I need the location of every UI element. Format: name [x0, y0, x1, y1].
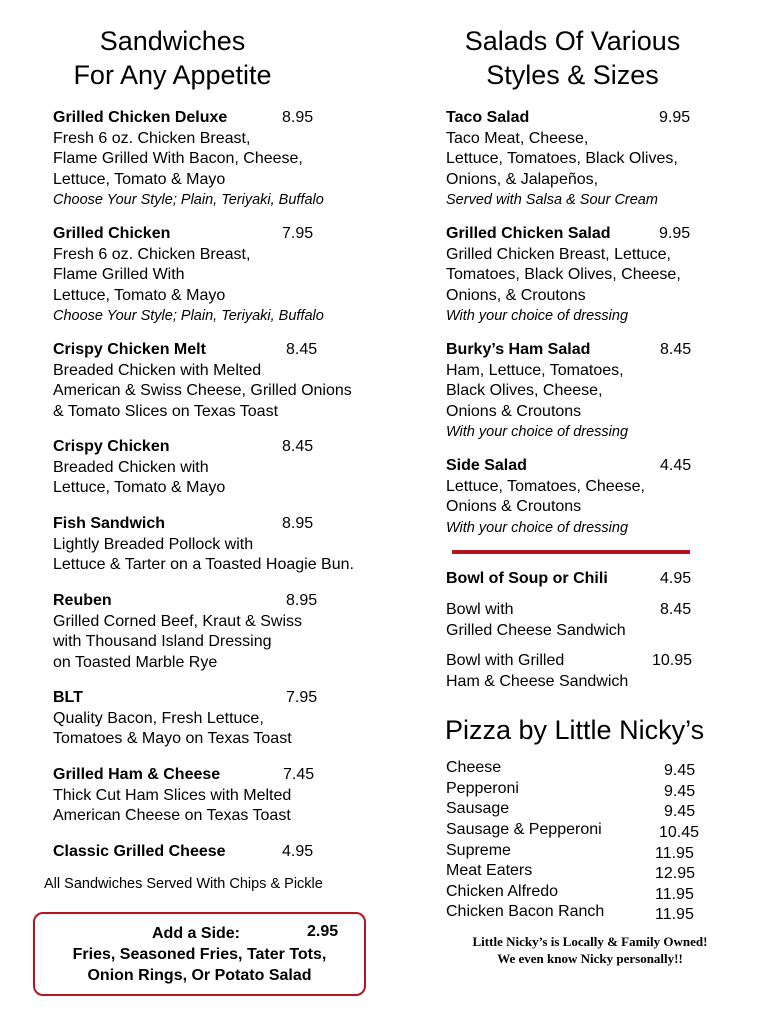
pizza-item: Supreme: [446, 842, 511, 859]
pizza-price: 9.45: [664, 783, 696, 800]
item-note: With your choice of dressing: [446, 308, 629, 324]
menu-item: [446, 600, 626, 641]
item-desc: Black Olives, Cheese,: [446, 382, 603, 399]
menu-item: [53, 688, 292, 750]
item-price: 9.95: [659, 225, 691, 242]
item-price: 9.95: [659, 109, 691, 126]
item-desc: Tomatoes, Black Olives, Cheese,: [446, 266, 681, 283]
item-price: 10.95: [652, 652, 693, 669]
item-price: 8.45: [660, 341, 692, 358]
item-desc: Taco Meat, Cheese,: [446, 129, 589, 147]
item-price: 7.95: [282, 225, 314, 242]
item-price: 8.95: [282, 109, 314, 126]
item-desc: Onions, & Croutons: [446, 286, 586, 304]
item-price: 7.95: [286, 689, 318, 706]
item-desc: Grilled Corned Beef, Kraut & Swiss: [53, 612, 302, 630]
item-desc: Ham & Cheese Sandwich: [446, 672, 629, 690]
pizza-price: 10.45: [659, 824, 700, 841]
item-name: Grilled Chicken: [53, 225, 171, 242]
item-price: 8.45: [286, 341, 318, 358]
item-desc: Lightly Breaded Pollock with: [53, 535, 254, 553]
pizza-item: Chicken Alfredo: [446, 883, 559, 900]
pizza-item: Pepperoni: [446, 780, 519, 797]
salads-title-line2: Styles & Sizes: [486, 60, 659, 90]
pizza-item: Chicken Bacon Ranch: [446, 903, 605, 920]
item-name: Crispy Chicken: [53, 438, 170, 455]
menu-item: [446, 456, 645, 538]
sandwiches-footer: All Sandwiches Served With Chips & Pickle: [44, 876, 323, 892]
item-name: Fish Sandwich: [53, 515, 166, 532]
menu-item: [53, 437, 225, 499]
item-desc: Lettuce & Tarter on a Toasted Hoagie Bun.: [53, 556, 354, 573]
sandwiches-title-line2: For Any Appetite: [73, 60, 272, 90]
item-price: 8.95: [286, 592, 318, 609]
item-price: 8.95: [282, 515, 314, 532]
item-note: With your choice of dressing: [446, 519, 629, 536]
item-desc: Grilled Chicken Breast, Lettuce,: [446, 245, 671, 263]
section-divider: [452, 550, 690, 554]
item-desc: Ham, Lettuce, Tomatoes,: [446, 361, 624, 379]
menu-item: [53, 765, 291, 827]
salads-title: [440, 24, 705, 92]
item-name: Reuben: [53, 592, 112, 609]
menu-item: [53, 591, 302, 673]
item-note: Choose Your Style; Plain, Teriyaki, Buffalo: [53, 308, 324, 324]
item-desc: Fresh 6 oz. Chicken Breast,: [53, 129, 251, 147]
item-note: Served with Salsa & Sour Cream: [446, 192, 658, 208]
item-desc: Breaded Chicken with Melted: [53, 361, 262, 379]
side-options-line2: Onion Rings, Or Potato Salad: [87, 967, 312, 984]
item-desc: Lettuce, Tomato & Mayo: [53, 479, 226, 496]
item-name: Grilled Chicken Deluxe: [53, 109, 228, 126]
item-desc: Thick Cut Ham Slices with Melted: [53, 786, 292, 804]
pizza-item: Sausage: [446, 800, 510, 817]
item-desc: Bowl with: [446, 601, 514, 618]
menu-item: [446, 651, 628, 692]
item-desc: with Thousand Island Dressing: [53, 633, 272, 650]
pizza-item: Cheese: [446, 759, 502, 776]
add-side-box: [33, 912, 366, 996]
menu-item: [53, 842, 226, 863]
item-desc: Lettuce, Tomato & Mayo: [53, 170, 226, 188]
item-price: 4.95: [282, 843, 314, 860]
sandwiches-title: [40, 24, 305, 92]
pizza-item: Meat Eaters: [446, 862, 533, 879]
item-desc: & Tomato Slices on Texas Toast: [53, 402, 279, 420]
item-note: With your choice of dressing: [446, 424, 629, 440]
item-name: Bowl of Soup or Chili: [446, 570, 608, 587]
pizza-price: 12.95: [655, 865, 696, 882]
menu-item: [446, 224, 681, 327]
pizza-price: 11.95: [655, 845, 694, 862]
item-desc: Tomatoes & Mayo on Texas Toast: [53, 730, 292, 747]
menu-item: [446, 340, 628, 443]
side-price: 2.95: [307, 923, 339, 940]
pizza-price: 9.45: [664, 803, 696, 820]
item-name: Grilled Chicken Salad: [446, 225, 611, 242]
item-desc: Onions & Croutons: [446, 498, 582, 515]
side-label: Add a Side:: [152, 925, 241, 942]
item-desc: Flame Grilled With: [53, 266, 185, 283]
item-desc: Fresh 6 oz. Chicken Breast,: [53, 245, 251, 263]
pizza-price: 11.95: [655, 906, 694, 923]
pizza-note-line2: We even know Nicky personally!!: [497, 951, 683, 966]
pizza-item: Sausage & Pepperoni: [446, 821, 602, 838]
item-name: Taco Salad: [446, 109, 530, 126]
item-name: Burky’s Ham Salad: [446, 341, 591, 358]
item-desc: Grilled Cheese Sandwich: [446, 621, 626, 639]
item-desc: Flame Grilled With Bacon, Cheese,: [53, 150, 303, 167]
pizza-note-line1: Little Nicky’s is Locally & Family Owned!: [472, 934, 708, 949]
item-desc: on Toasted Marble Rye: [53, 653, 218, 671]
item-desc: Breaded Chicken with: [53, 458, 209, 476]
item-name: Grilled Ham & Cheese: [53, 766, 221, 783]
item-desc: American Cheese on Texas Toast: [53, 807, 291, 824]
item-price: 4.45: [660, 457, 692, 474]
item-desc: Lettuce, Tomatoes, Cheese,: [446, 477, 645, 495]
salads-title-line1: Salads Of Various: [464, 26, 681, 56]
item-desc: Onions & Croutons: [446, 402, 582, 420]
menu-item: [446, 108, 678, 211]
pizza-title: Pizza by Little Nicky’s: [445, 715, 705, 745]
sandwiches-title-line1: Sandwiches: [99, 26, 246, 56]
item-desc: Lettuce, Tomato & Mayo: [53, 286, 226, 304]
item-name: Classic Grilled Cheese: [53, 843, 226, 860]
pizza-price: 9.45: [664, 762, 696, 779]
item-desc: American & Swiss Cheese, Grilled Onions: [53, 382, 352, 399]
item-price: 7.45: [283, 766, 315, 783]
pizza-price: 11.95: [655, 886, 694, 903]
item-note: Choose Your Style; Plain, Teriyaki, Buffalo: [53, 192, 324, 208]
side-options-line1: Fries, Seasoned Fries, Tater Tots,: [72, 946, 327, 963]
item-price: 4.95: [660, 570, 692, 587]
item-desc: Quality Bacon, Fresh Lettuce,: [53, 709, 264, 727]
item-desc: Bowl with Grilled: [446, 652, 565, 669]
item-desc: Onions, & Jalapeños,: [446, 170, 599, 188]
item-name: Crispy Chicken Melt: [53, 341, 206, 358]
item-desc: Lettuce, Tomatoes, Black Olives,: [446, 150, 678, 167]
item-name: BLT: [53, 689, 83, 706]
item-name: Side Salad: [446, 457, 527, 474]
item-price: 8.45: [282, 438, 314, 455]
item-price: 8.45: [660, 601, 692, 618]
menu-item: [446, 569, 608, 590]
